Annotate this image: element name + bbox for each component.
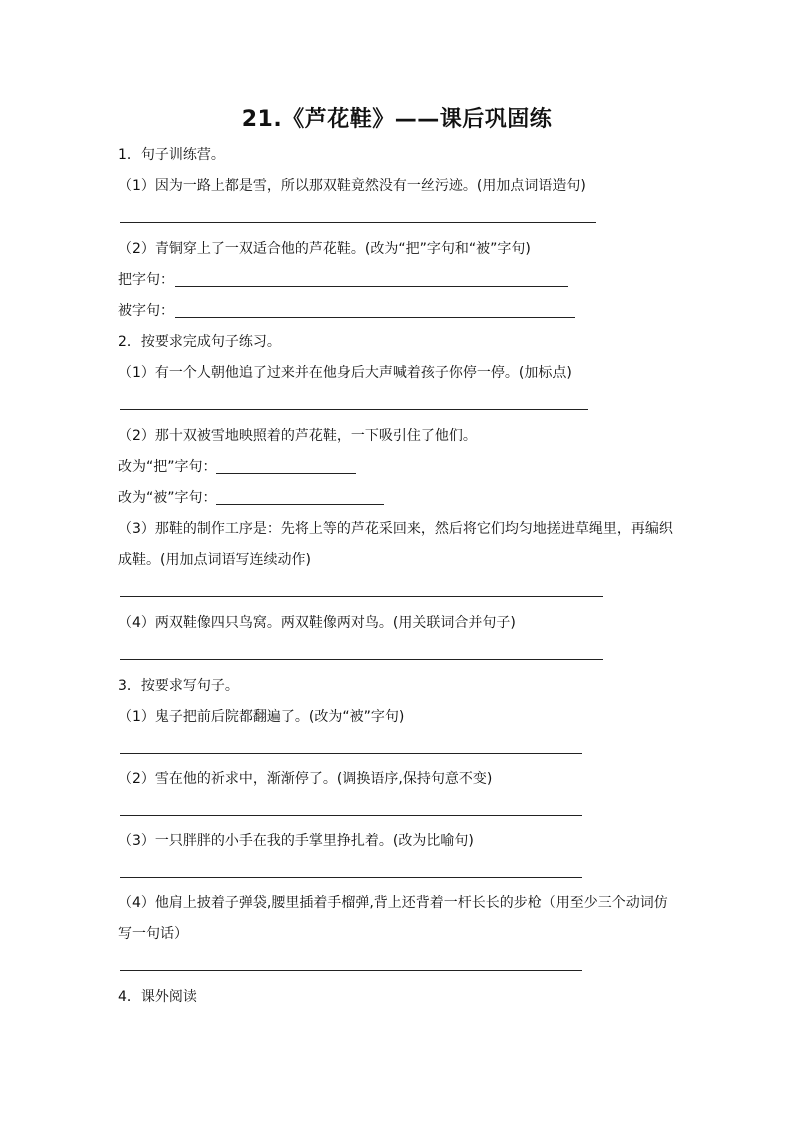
s1-question-2: （2）青铜穿上了一双适合他的芦花鞋。(改为“把”字句和“被”字句) xyxy=(118,241,531,257)
page-title: 21.《芦花鞋》——课后巩固练 xyxy=(241,107,553,132)
s2-question-3-line-1: （3）那鞋的制作工序是：先将上等的芦花采回来，然后将它们均匀地搓进草绳里，再编织 xyxy=(118,521,673,537)
s3-q3-answer-line[interactable] xyxy=(120,877,582,878)
s3-question-4-line-1: （4）他肩上披着子弹袋,腰里插着手榴弹,背上还背着一杆长长的步枪（用至少三个动词仿 xyxy=(118,895,668,911)
section-2-heading: 2．按要求完成句子练习。 xyxy=(118,334,281,350)
section-4-heading: 4．课外阅读 xyxy=(118,989,197,1005)
s2-question-2: （2）那十双被雪地映照着的芦花鞋，一下吸引住了他们。 xyxy=(118,428,477,444)
s2-ba-answer-line[interactable] xyxy=(216,473,356,474)
s2-question-3-line-2: 成鞋。(用加点词语写连续动作) xyxy=(118,552,311,568)
s3-q4-answer-line[interactable] xyxy=(120,970,582,971)
s1-question-1: （1）因为一路上都是雪，所以那双鞋竟然没有一丝污迹。(用加点词语造句) xyxy=(118,178,586,194)
section-3-heading: 3．按要求写句子。 xyxy=(118,678,239,694)
s2-bei-answer-line[interactable] xyxy=(216,504,384,505)
s1-bei-label: 被字句： xyxy=(118,303,174,319)
s3-question-4-line-2: 写一句话） xyxy=(118,926,188,942)
s3-question-1: （1）鬼子把前后院都翻遍了。(改为“被”字句) xyxy=(118,709,405,725)
s3-question-3: （3）一只胖胖的小手在我的手掌里挣扎着。(改为比喻句) xyxy=(118,833,474,849)
s2-question-1: （1）有一个人朝他追了过来并在他身后大声喊着孩子你停一停。(加标点) xyxy=(118,365,572,381)
s2-q3-answer-line[interactable] xyxy=(120,596,603,597)
s1-ba-label: 把字句： xyxy=(118,272,174,288)
s2-question-4: （4）两双鞋像四只鸟窝。两双鞋像两对鸟。(用关联词合并句子) xyxy=(118,615,516,631)
s1-q1-answer-line[interactable] xyxy=(120,222,596,223)
s1-ba-answer-line[interactable] xyxy=(175,286,568,287)
s2-bei-label: 改为“被”字句： xyxy=(118,490,217,506)
s1-bei-answer-line[interactable] xyxy=(175,317,575,318)
s2-ba-label: 改为“把”字句： xyxy=(118,459,217,475)
section-1-heading: 1．句子训练营。 xyxy=(118,147,225,163)
s2-q1-answer-line[interactable] xyxy=(120,409,588,410)
s3-question-2: （2）雪在他的祈求中，渐渐停了。(调换语序,保持句意不变) xyxy=(118,771,493,787)
s2-q4-answer-line[interactable] xyxy=(120,659,603,660)
s3-q2-answer-line[interactable] xyxy=(120,815,582,816)
s3-q1-answer-line[interactable] xyxy=(120,753,582,754)
